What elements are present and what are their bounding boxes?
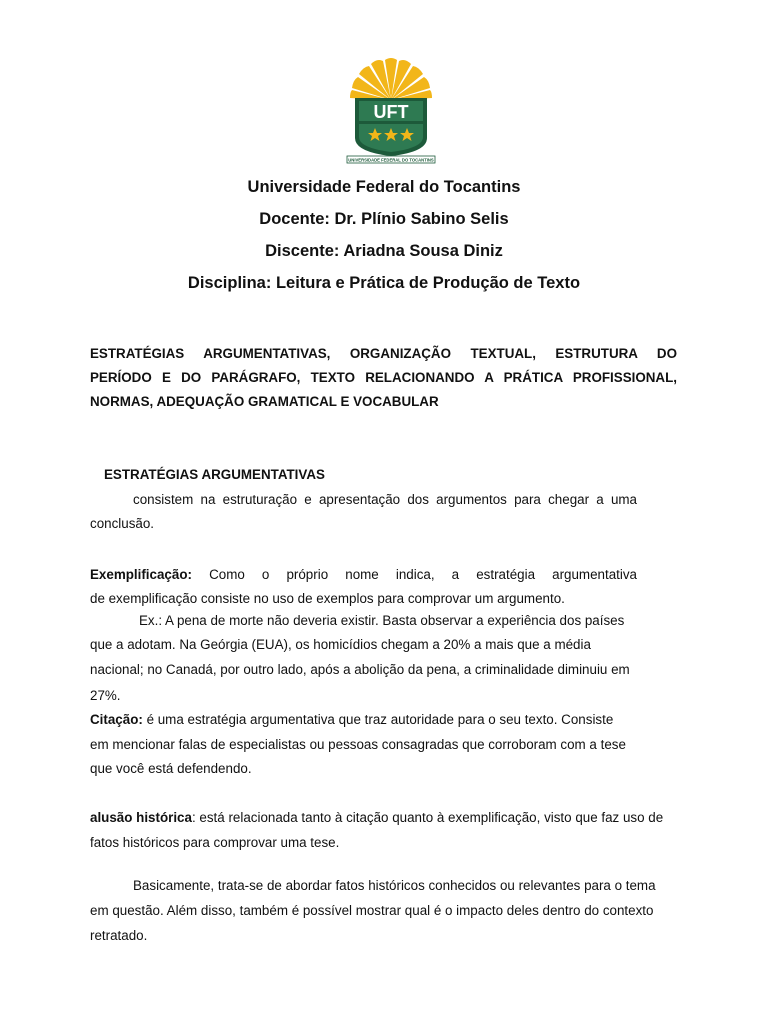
exemplificacao-line-1-text: Como o próprio nome indica, a estratégia argumentativa [209,567,637,582]
docente-line: Docente: Dr. Plínio Sabino Selis [259,210,509,228]
citacao-line-1-text: é uma estratégia argumentativa que traz autoridade para o seu texto. Consiste [142,712,614,727]
uft-logo [341,52,441,164]
alusao-line-1 [90,810,663,825]
shield-icon [355,98,427,156]
basicamente-line-3: retratado. [90,928,148,943]
logo-acronym: UFT [373,102,409,122]
intro-line-2: conclusão. [90,516,155,531]
logo-caption: UNIVERSIDADE FEDERAL DO TOCANTINS [348,157,434,163]
section-heading: ESTRATÉGIAS ARGUMENTATIVAS [104,467,325,482]
exemplificacao-line-1 [90,563,637,587]
citacao-label: Citação: [90,712,143,727]
example-line-2: que a adotam. Na Geórgia (EUA), os homicídios chegam a 20% a mais que a média [90,637,591,652]
citacao-line-3: que você está defendendo. [90,761,252,776]
exemplificacao-line-2: de exemplificação consiste no uso de exemplos para comprovar um argumento. [90,591,565,606]
alusao-label: alusão histórica [90,810,192,825]
intro-line-1: consistem na estruturação e apresentação dos argumentos para chegar a uma [133,492,637,507]
exemplificacao-label: Exemplificação: [90,567,192,582]
title-line-3: NORMAS, ADEQUAÇÃO GRAMATICAL E VOCABULAR [90,394,439,409]
citacao-line-2: em mencionar falas de especialistas ou pessoas consagradas que corroboram com a tese [90,737,626,752]
title-line-2: PERÍODO E DO PARÁGRAFO, TEXTO RELACIONANDO A PRÁTICA PROFISSIONAL, [90,370,677,385]
alusao-line-2: fatos históricos para comprovar uma tese. [90,835,340,850]
title-line-1: ESTRATÉGIAS ARGUMENTATIVAS, ORGANIZAÇÃO TEXTUAL, ESTRUTURA DO [90,346,677,361]
example-line-1: Ex.: A pena de morte não deveria existir. Basta observar a experiência dos países [139,613,625,628]
example-line-4: 27%. [90,688,121,703]
discente-line: Discente: Ariadna Sousa Diniz [265,242,503,260]
disciplina-line: Disciplina: Leitura e Prática de Produção de Texto [187,274,581,292]
university-name: Universidade Federal do Tocantins [247,178,521,196]
example-line-3: nacional; no Canadá, por outro lado, após a abolição da pena, a criminalidade diminuiu em [90,662,630,677]
citacao-line-1 [90,712,613,727]
basicamente-line-2: em questão. Além disso, também é possível mostrar qual é o impacto deles dentro do contexto [90,903,654,918]
basicamente-line-1: Basicamente, trata-se de abordar fatos históricos conhecidos ou relevantes para o tema [133,878,656,893]
sun-rays-icon [350,58,432,100]
alusao-line-1-text: : está relacionada tanto à citação quanto à exemplificação, visto que faz uso de [191,810,664,825]
